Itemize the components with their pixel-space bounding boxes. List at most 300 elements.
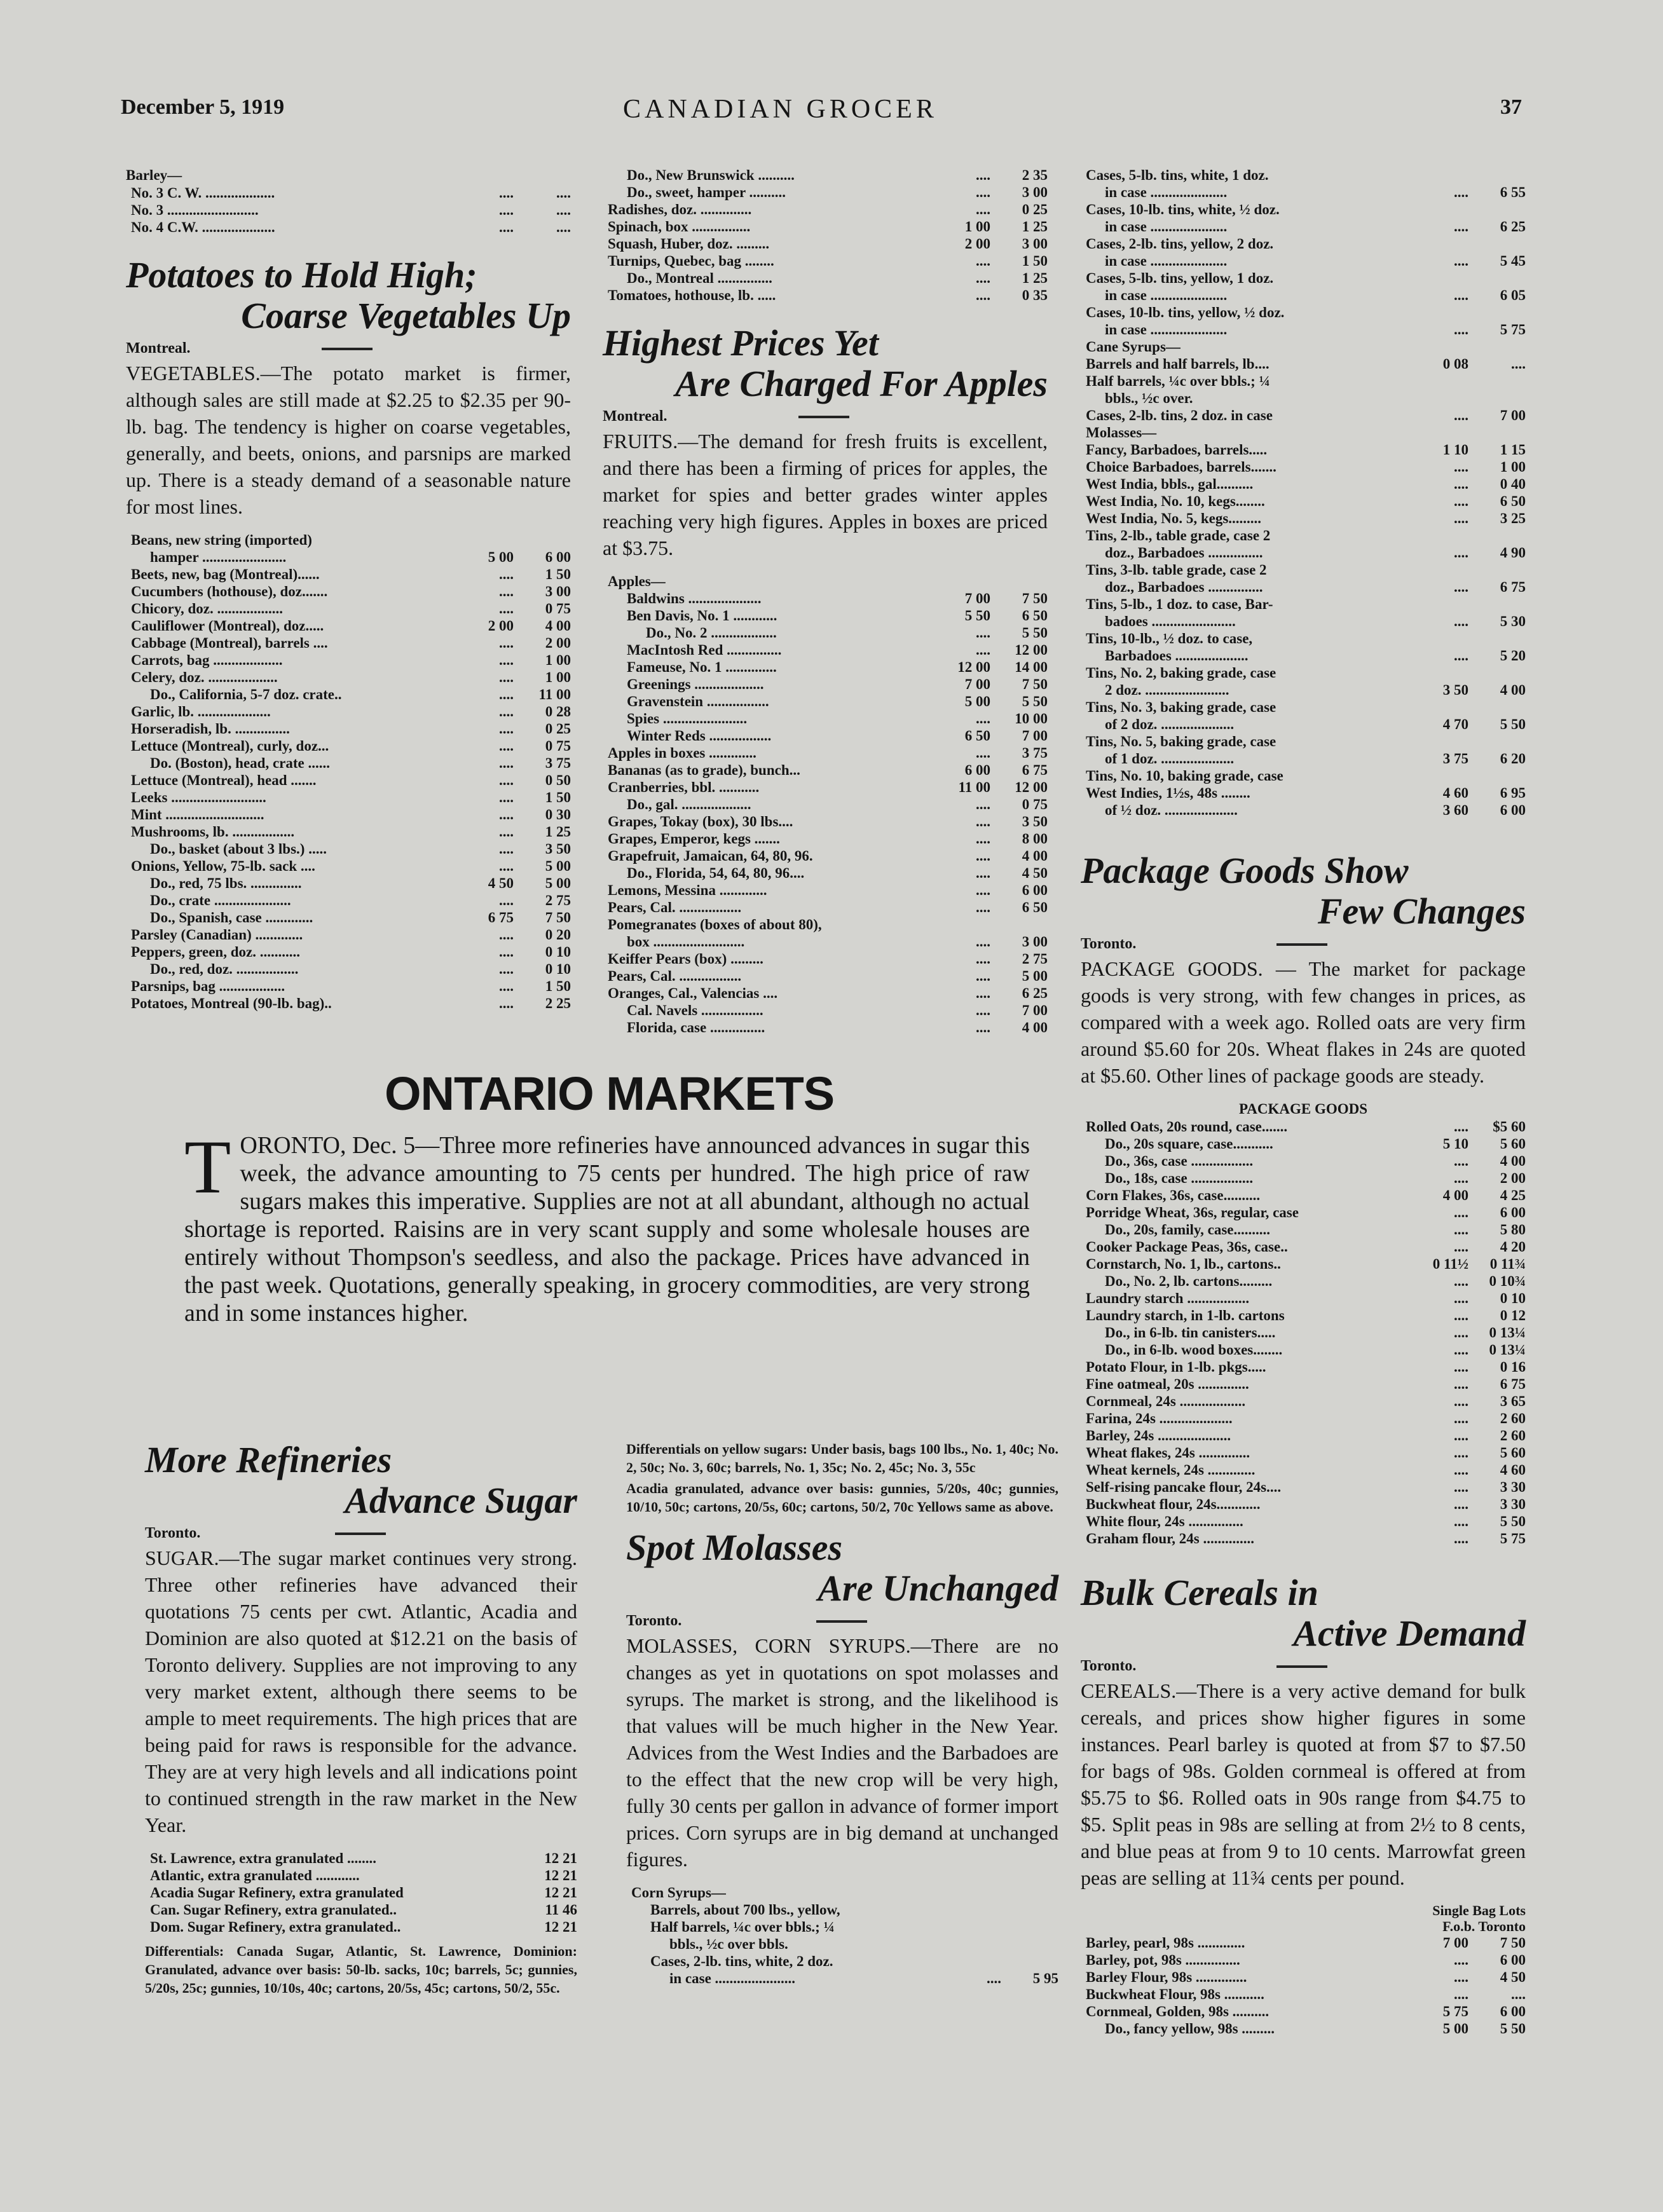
item-name: Farina, 24s .................... [1086, 1410, 1233, 1426]
item-name: Do., 20s square, case........... [1105, 1136, 1273, 1152]
price-row [145, 1850, 577, 1867]
column-2-bottom [626, 1440, 1058, 1987]
item-name: Parsnips, bag .................. [131, 978, 285, 994]
price-low: 1 00 [964, 219, 990, 235]
price-row [1081, 338, 1526, 355]
price-high: 7 00 [1022, 1002, 1048, 1018]
price-high [1468, 235, 1526, 252]
item-name: Self-rising pancake flour, 24s.... [1086, 1479, 1282, 1495]
price-low [463, 1884, 520, 1901]
price-high [1468, 630, 1526, 647]
price-high: 6 50 [1022, 608, 1048, 624]
price-row [126, 737, 571, 754]
item-name: Celery, doz. ................... [131, 669, 278, 685]
price-low: .... [1454, 1410, 1468, 1426]
price-low [944, 1936, 1001, 1953]
item-name: badoes ....................... [1105, 613, 1236, 629]
price-high: 5 95 [1032, 1970, 1058, 1986]
price-high: 2 00 [545, 635, 571, 651]
item-name: hamper ....................... [150, 549, 287, 565]
price-row [126, 806, 571, 823]
item-name: Ben Davis, No. 1 ............ [627, 608, 777, 624]
price-low: .... [1454, 459, 1468, 475]
price-row [1081, 630, 1526, 647]
item-name: Do., 36s, case ................. [1105, 1153, 1254, 1169]
price-high: 6 05 [1500, 287, 1526, 303]
apples-headline [603, 323, 1048, 404]
price-high: 2 25 [545, 995, 571, 1011]
price-low: 5 10 [1442, 1136, 1468, 1152]
item-name: Peppers, green, doz. ........... [131, 944, 300, 960]
price-low [1411, 338, 1468, 355]
price-row [1081, 1187, 1526, 1204]
price-high: .... [556, 185, 571, 201]
price-low: .... [1454, 1170, 1468, 1186]
price-low [933, 573, 990, 590]
price-low: .... [499, 686, 514, 702]
syrups-price-table [1081, 167, 1526, 819]
item-name: Grapefruit, Jamaican, 64, 80, 96. [608, 848, 813, 864]
price-row [1081, 1324, 1526, 1341]
item-name: Chicory, doz. .................. [131, 601, 283, 617]
price-row [1081, 1461, 1526, 1478]
price-high: 4 00 [1022, 848, 1048, 864]
price-low [1411, 390, 1468, 407]
column-2 [603, 167, 1048, 1036]
price-high: 0 75 [1022, 796, 1048, 812]
price-high: .... [1511, 356, 1526, 372]
price-low: 0 11½ [1432, 1256, 1468, 1272]
price-high: 5 75 [1500, 1531, 1526, 1546]
price-low: .... [987, 1970, 1001, 1986]
price-row [1081, 596, 1526, 613]
price-row [1081, 1273, 1526, 1290]
price-row [603, 761, 1048, 779]
headline-line-1: Package Goods Show [1081, 850, 1409, 891]
item-name: St. Lawrence, extra granulated ........ [150, 1850, 377, 1866]
price-row [126, 583, 571, 600]
price-high: 3 00 [1022, 236, 1048, 252]
price-low: .... [976, 167, 990, 183]
price-low: .... [1454, 1307, 1468, 1323]
price-row [603, 864, 1048, 882]
price-row [145, 1918, 577, 1936]
price-high [1468, 372, 1526, 390]
item-name: Do., No. 2, lb. cartons......... [1105, 1273, 1273, 1289]
price-low: .... [1454, 1969, 1468, 1985]
price-row [603, 1019, 1048, 1036]
price-row [603, 590, 1048, 607]
price-low: 5 75 [1442, 2004, 1468, 2019]
price-low: .... [1454, 1205, 1468, 1220]
price-low: .... [499, 219, 514, 235]
item-name: Baldwins .................... [627, 591, 762, 606]
price-row [603, 967, 1048, 985]
price-row [1081, 1118, 1526, 1135]
price-high: 11 46 [545, 1902, 577, 1918]
price-high: 11 00 [538, 686, 571, 702]
price-row [1081, 1496, 1526, 1513]
price-high: 2 60 [1500, 1410, 1526, 1426]
price-row [1081, 1393, 1526, 1410]
price-low: .... [1454, 1376, 1468, 1392]
item-name: Do. (Boston), head, crate ...... [150, 755, 330, 771]
price-low: .... [499, 584, 514, 599]
price-low [944, 1953, 1001, 1970]
item-name: Tins, No. 3, baking grade, case [1086, 699, 1276, 715]
price-low: 3 50 [1442, 682, 1468, 698]
price-row [126, 669, 571, 686]
price-high: 4 00 [1500, 1153, 1526, 1169]
price-high [1468, 424, 1526, 441]
price-low [1411, 664, 1468, 681]
price-low: 7 00 [964, 591, 990, 606]
price-row [1081, 252, 1526, 270]
price-row [1081, 1358, 1526, 1376]
price-low: .... [499, 995, 514, 1011]
item-name: Cornmeal, 24s .................. [1086, 1393, 1246, 1409]
price-low: .... [499, 652, 514, 668]
item-name: Beets, new, bag (Montreal)...... [131, 566, 320, 582]
price-row [603, 607, 1048, 624]
headline-line-2: Are Charged For Apples [675, 363, 1048, 404]
price-row [145, 1901, 577, 1918]
price-high [1468, 596, 1526, 613]
item-name: Buckwheat flour, 24s............ [1086, 1496, 1261, 1512]
price-low: 4 50 [488, 875, 514, 891]
price-high: 1 00 [545, 669, 571, 685]
price-row [145, 1867, 577, 1884]
item-name: Tins, 10-lb., ½ doz. to case, [1086, 631, 1253, 646]
item-name: Lettuce (Montreal), head ....... [131, 772, 317, 788]
price-high: 5 80 [1500, 1222, 1526, 1238]
price-low: .... [499, 566, 514, 582]
price-low: 0 08 [1442, 356, 1468, 372]
price-low: .... [1454, 322, 1468, 338]
item-name: Cases, 2-lb. tins, white, 2 doz. [650, 1953, 833, 1969]
price-row [1081, 424, 1526, 441]
price-row [1081, 1478, 1526, 1496]
price-high: 2 00 [1500, 1170, 1526, 1186]
price-row [1081, 1341, 1526, 1358]
item-name: in case ...................... [669, 1970, 796, 1986]
price-low: .... [1454, 1222, 1468, 1238]
price-low: .... [499, 721, 514, 737]
price-row [1081, 1986, 1526, 2003]
item-name: Tins, No. 5, baking grade, case [1086, 734, 1276, 749]
price-high: .... [556, 202, 571, 218]
price-high: 10 00 [1015, 711, 1048, 727]
page-date: December 5, 1919 [121, 95, 285, 119]
price-row [126, 995, 571, 1012]
price-high: 1 25 [545, 824, 571, 840]
price-high: 7 50 [1022, 591, 1048, 606]
item-name: Cases, 2-lb. tins, 2 doz. in case [1086, 407, 1273, 423]
price-high: 1 50 [545, 978, 571, 994]
price-high: 12 00 [1015, 642, 1048, 658]
price-row [1081, 1221, 1526, 1238]
item-name: Corn Syrups— [631, 1885, 726, 1901]
item-name: of ½ doz. .................... [1105, 802, 1238, 818]
price-row [603, 950, 1048, 967]
price-low: 4 00 [1442, 1187, 1468, 1203]
price-row [1081, 527, 1526, 544]
price-high: 5 75 [1500, 322, 1526, 338]
item-name: No. 4 C.W. .................... [131, 219, 275, 235]
price-row [1081, 1427, 1526, 1444]
column-1 [126, 167, 571, 1012]
price-row [126, 652, 571, 669]
item-name: Fancy, Barbadoes, barrels..... [1086, 442, 1268, 458]
price-low: .... [1454, 1119, 1468, 1135]
item-name: Pears, Cal. ................. [608, 968, 742, 984]
barley-table [126, 184, 571, 236]
price-low: .... [1454, 1153, 1468, 1169]
item-name: Mushrooms, lb. ................. [131, 824, 295, 840]
price-low: .... [1454, 1479, 1468, 1495]
price-high: 4 60 [1500, 1462, 1526, 1478]
item-name: MacIntosh Red ............... [627, 642, 782, 658]
price-high: 0 35 [1022, 287, 1048, 303]
price-high [1468, 201, 1526, 218]
price-high: 12 21 [544, 1885, 577, 1901]
price-row [126, 754, 571, 772]
price-low: .... [499, 927, 514, 943]
price-row [1081, 578, 1526, 596]
price-high: 6 75 [1500, 1376, 1526, 1392]
price-low: .... [499, 185, 514, 201]
price-high [1468, 167, 1526, 184]
price-row [1081, 716, 1526, 733]
price-high: 4 00 [545, 618, 571, 634]
price-low: .... [976, 287, 990, 303]
item-name: Wheat kernels, 24s ............. [1086, 1462, 1256, 1478]
item-name: Fine oatmeal, 20s .............. [1086, 1376, 1249, 1392]
price-high: 6 00 [1022, 882, 1048, 898]
lead-text: ORONTO, Dec. 5—Three more refineries have announced advances in sugar this week, the advance amounting to 75 cents per hundred. The high price of raw sugars makes this imperative. Supplies are not at all abundant, although no actual shortage is reported. Raisins are in very scant supply and some wholesale houses are entirely without Thompson's seedless, and also the package. Prices have advanced in the past week. Quotations, generally speaking, in grocery commodities, are very strong and in some instances higher. [184, 1132, 1030, 1327]
item-name: Florida, case ............... [627, 1020, 765, 1035]
item-name: Spinach, box ................ [608, 219, 751, 235]
item-name: Do., Spanish, case ............. [150, 910, 313, 925]
headline-line-1: Highest Prices Yet [603, 322, 879, 364]
price-high: 5 00 [545, 875, 571, 891]
item-name: Apples in boxes ............. [608, 745, 756, 761]
price-high: 3 75 [1022, 745, 1048, 761]
item-name: box ......................... [627, 934, 745, 950]
headline-line-1: Potatoes to Hold High; [126, 254, 477, 296]
price-low: .... [976, 625, 990, 641]
price-row [126, 219, 571, 236]
price-row [1081, 1290, 1526, 1307]
price-low: .... [1454, 1325, 1468, 1341]
price-row [1081, 784, 1526, 802]
price-high: 7 50 [1022, 676, 1048, 692]
price-high: 12 21 [544, 1919, 577, 1935]
price-high: 3 65 [1500, 1393, 1526, 1409]
price-row [603, 184, 1048, 201]
price-high: 0 13¼ [1489, 1325, 1526, 1341]
item-name: Do., red, 75 lbs. .............. [150, 875, 302, 891]
price-high: 4 90 [1500, 545, 1526, 561]
price-high: 2 75 [545, 892, 571, 908]
price-high: 2 35 [1022, 167, 1048, 183]
item-name: Radishes, doz. .............. [608, 201, 752, 217]
item-name: Do., 18s, case ................. [1105, 1170, 1254, 1186]
item-name: Pomegranates (boxes of about 80), [608, 917, 822, 932]
item-name: Do., California, 5-7 doz. crate.. [150, 686, 342, 702]
price-low [463, 1901, 520, 1918]
price-row [1081, 372, 1526, 390]
price-high: 0 28 [545, 704, 571, 720]
price-high: 0 10 [545, 944, 571, 960]
price-row [1081, 733, 1526, 750]
price-row [145, 1884, 577, 1901]
price-high: 0 30 [545, 807, 571, 823]
item-name: doz., Barbadoes ............... [1105, 545, 1263, 561]
price-high [1001, 1953, 1058, 1970]
item-name: Laundry starch, in 1-lb. cartons [1086, 1307, 1285, 1323]
dateline: Toronto. [626, 1613, 1058, 1630]
price-row [126, 978, 571, 995]
price-high [1468, 767, 1526, 784]
price-high [1468, 664, 1526, 681]
potatoes-headline [126, 255, 571, 336]
item-name: Fameuse, No. 1 .............. [627, 659, 777, 675]
price-high: 6 50 [1500, 493, 1526, 509]
price-row [126, 772, 571, 789]
item-name: Barley, 24s .................... [1086, 1428, 1231, 1444]
price-high: 0 50 [545, 772, 571, 788]
price-low [1411, 630, 1468, 647]
price-low: .... [1454, 184, 1468, 200]
item-name: Tins, 2-lb., table grade, case 2 [1086, 528, 1271, 543]
article-body: FRUITS.—The demand for fresh fruits is excellent, and there has been a firming of prices for apples, the market for spies and better grades winter apples reaching very high figures. Apples in boxes are priced at $3.75. [603, 430, 1048, 559]
item-name: Grapes, Tokay (box), 30 lbs.... [608, 814, 793, 830]
price-low: 5 00 [488, 549, 514, 565]
price-row [126, 943, 571, 960]
price-low: .... [1454, 1290, 1468, 1306]
price-high: 5 45 [1500, 253, 1526, 269]
barley-heading: Barley— [126, 167, 182, 183]
item-name: Barrels, about 700 lbs., yellow, [650, 1902, 840, 1918]
item-name: Do., 20s, family, case.......... [1105, 1222, 1271, 1238]
price-low: 2 00 [964, 236, 990, 252]
price-high: 3 00 [1022, 184, 1048, 200]
price-high: 4 00 [1500, 682, 1526, 698]
headline-line-1: More Refineries [145, 1439, 392, 1480]
drop-cap: T [184, 1124, 231, 1209]
item-name: Keiffer Pears (box) ......... [608, 951, 763, 967]
price-high: 14 00 [1015, 659, 1048, 675]
price-low: .... [499, 841, 514, 857]
price-low [944, 1884, 1001, 1901]
price-low: .... [976, 848, 990, 864]
headline-line-2: Coarse Vegetables Up [241, 295, 571, 336]
price-row [603, 727, 1048, 744]
price-high: 3 75 [545, 755, 571, 771]
item-name: Barbadoes .................... [1105, 648, 1249, 664]
price-low: .... [499, 789, 514, 805]
item-name: Tomatoes, hothouse, lb. ..... [608, 287, 776, 303]
price-high: 6 00 [1500, 1952, 1526, 1968]
item-name: Molasses— [1086, 425, 1157, 440]
price-high: 3 00 [545, 584, 571, 599]
item-name: Leeks .......................... [131, 789, 266, 805]
price-low: .... [1454, 1513, 1468, 1529]
price-row [603, 779, 1048, 796]
item-name: of 2 doz. .................... [1105, 716, 1235, 732]
price-high: 6 00 [1500, 2004, 1526, 2019]
price-low: 6 00 [964, 762, 990, 778]
article-body: PACKAGE GOODS. — The market for package goods is very strong, with few changes in prices, as compared with a week ago. Rolled oats are very firm around $5.60 for 20s. Wheat flakes in 24s are quoted at $5.60. Other lines of package goods are steady. [1081, 957, 1526, 1087]
headline-line-2: Few Changes [1317, 891, 1526, 932]
price-high: 0 10 [545, 961, 571, 977]
price-row [1081, 613, 1526, 630]
item-name: of 1 doz. .................... [1105, 751, 1235, 767]
price-low: .... [1454, 613, 1468, 629]
price-row [1081, 235, 1526, 252]
price-high: 1 00 [1500, 459, 1526, 475]
item-name: Turnips, Quebec, bag ........ [608, 253, 774, 269]
price-low [463, 1867, 520, 1884]
price-low: .... [976, 865, 990, 881]
price-low: .... [1454, 493, 1468, 509]
price-low: .... [1454, 1393, 1468, 1409]
price-high [1468, 304, 1526, 321]
vegetables-continued-table [603, 167, 1048, 304]
price-low: .... [976, 642, 990, 658]
item-name: bbls., ½c over. [1105, 390, 1193, 406]
price-high: 5 50 [1022, 625, 1048, 641]
price-row [126, 617, 571, 634]
price-row [1081, 699, 1526, 716]
price-high: 12 21 [544, 1867, 577, 1883]
column-3 [1081, 167, 1526, 2037]
price-row [603, 1002, 1048, 1019]
price-row [1081, 1951, 1526, 1969]
price-low: .... [1454, 253, 1468, 269]
item-name: doz., Barbadoes ............... [1105, 579, 1263, 595]
price-low: .... [1454, 545, 1468, 561]
item-name: Corn Flakes, 36s, case.......... [1086, 1187, 1261, 1203]
item-name: Barley Flour, 98s .............. [1086, 1969, 1247, 1985]
item-name: Cases, 10-lb. tins, yellow, ½ doz. [1086, 304, 1285, 320]
price-low [1411, 201, 1468, 218]
price-high [1468, 561, 1526, 578]
item-name: Potatoes, Montreal (90-lb. bag).. [131, 995, 332, 1011]
price-high: 5 30 [1500, 613, 1526, 629]
price-high: 7 50 [545, 910, 571, 925]
price-high: 5 60 [1500, 1445, 1526, 1461]
item-name: Wheat flakes, 24s .............. [1086, 1445, 1250, 1461]
price-row [1081, 321, 1526, 338]
price-row [1081, 681, 1526, 699]
price-row [126, 703, 571, 720]
price-row [1081, 1410, 1526, 1427]
price-row [1081, 1307, 1526, 1324]
price-high: 1 50 [545, 789, 571, 805]
price-row [603, 693, 1048, 710]
price-row [603, 659, 1048, 676]
price-low: .... [1454, 1986, 1468, 2002]
price-low: .... [499, 669, 514, 685]
price-low: .... [1454, 1342, 1468, 1358]
item-name: in case ..................... [1105, 287, 1228, 303]
price-row [1081, 475, 1526, 493]
price-high: 1 00 [545, 652, 571, 668]
ontario-lead [184, 1124, 1030, 1327]
price-row [126, 720, 571, 737]
